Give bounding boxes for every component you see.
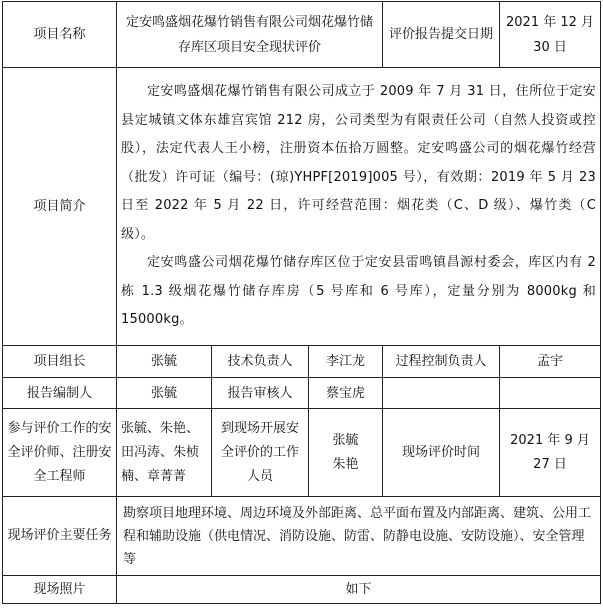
empty-cell: [383, 378, 500, 409]
report-date-label: 评价报告提交日期: [383, 2, 500, 68]
participants-label: 参与评价工作的安全评价师、注册安全工程师: [3, 409, 117, 497]
report-author-row: [3, 378, 601, 409]
photo-label: 现场照片: [3, 576, 117, 604]
project-info-table: [2, 1, 601, 604]
onsite-task-label: 现场评价主要任务: [3, 497, 117, 576]
photo-value: 如下: [117, 576, 601, 604]
project-intro-content: [117, 68, 601, 346]
onsite-staff-name: 朱艳: [332, 456, 359, 472]
participants-names: 张毓、朱艳、田冯涛、朱桢楠、章菁菁: [117, 409, 212, 497]
onsite-time-value: 2021 年 9 月 27 日: [500, 409, 601, 497]
participants-row: [3, 409, 601, 497]
onsite-task-value: 勘察项目地理环境、周边环境及外部距离、总平面布置及内部距离、建筑、公用工程和辅助设施（供电情况、消防设施、防雷、防静电设施、安防设施）、安全管理等: [117, 497, 601, 576]
report-author-value: 张毓: [117, 378, 212, 409]
project-leader-label: 项目组长: [3, 346, 117, 378]
project-name-value: 定安鸣盛烟花爆竹销售有限公司烟花爆竹储存库区项目安全现状评价: [117, 2, 383, 68]
report-reviewer-value: 蔡宝虎: [309, 378, 383, 409]
onsite-task-row: [3, 497, 601, 576]
photo-row: [3, 576, 601, 604]
onsite-time-label: 现场评价时间: [383, 409, 500, 497]
project-leader-row: [3, 346, 601, 378]
onsite-staff-label: 到现场开展安全评价的工作人员: [212, 409, 309, 497]
intro-paragraph-1: 定安鸣盛烟花爆竹销售有限公司成立于 2009 年 7 月 31 日，住所位于定安县定城镇文体东雄宫宾馆 212 房，公司类型为有限责任公司（自然人投资或控股），法定代表人王小榜，注册资本伍拾万圆整。定安鸣盛公司的烟花爆竹经营（批发）许可证（编号：(琼)YHPF[2019]005 号），有效期：2019 年 5 月 23 日至 2022 年 5 月 22 日，许可经营范围：烟花类（C、D 级）、爆竹类（C 级）。: [121, 84, 597, 242]
project-name-label: 项目名称: [3, 2, 117, 68]
project-intro-row: [3, 68, 601, 346]
tech-lead-value: 李江龙: [309, 346, 383, 378]
project-intro-label: 项目简介: [3, 68, 117, 346]
tech-lead-label: 技术负责人: [212, 346, 309, 378]
intro-paragraph-2: 定安鸣盛公司烟花爆竹储存库区位于定安县雷鸣镇昌源村委会，库区内有 2 栋 1.3 级烟花爆竹储存库房（5 号库和 6 号库），定量分别为 8000kg 和 15000kg。: [121, 255, 597, 328]
empty-cell: [500, 378, 601, 409]
project-leader-value: 张毓: [117, 346, 212, 378]
process-control-value: 孟宇: [500, 346, 601, 378]
project-name-row: [3, 2, 601, 68]
report-date-value: 2021 年 12 月 30 日: [500, 2, 601, 68]
report-reviewer-label: 报告审核人: [212, 378, 309, 409]
report-author-label: 报告编制人: [3, 378, 117, 409]
onsite-staff-names: [309, 409, 383, 497]
onsite-staff-name: 张毓: [332, 432, 359, 448]
process-control-label: 过程控制负责人: [383, 346, 500, 378]
